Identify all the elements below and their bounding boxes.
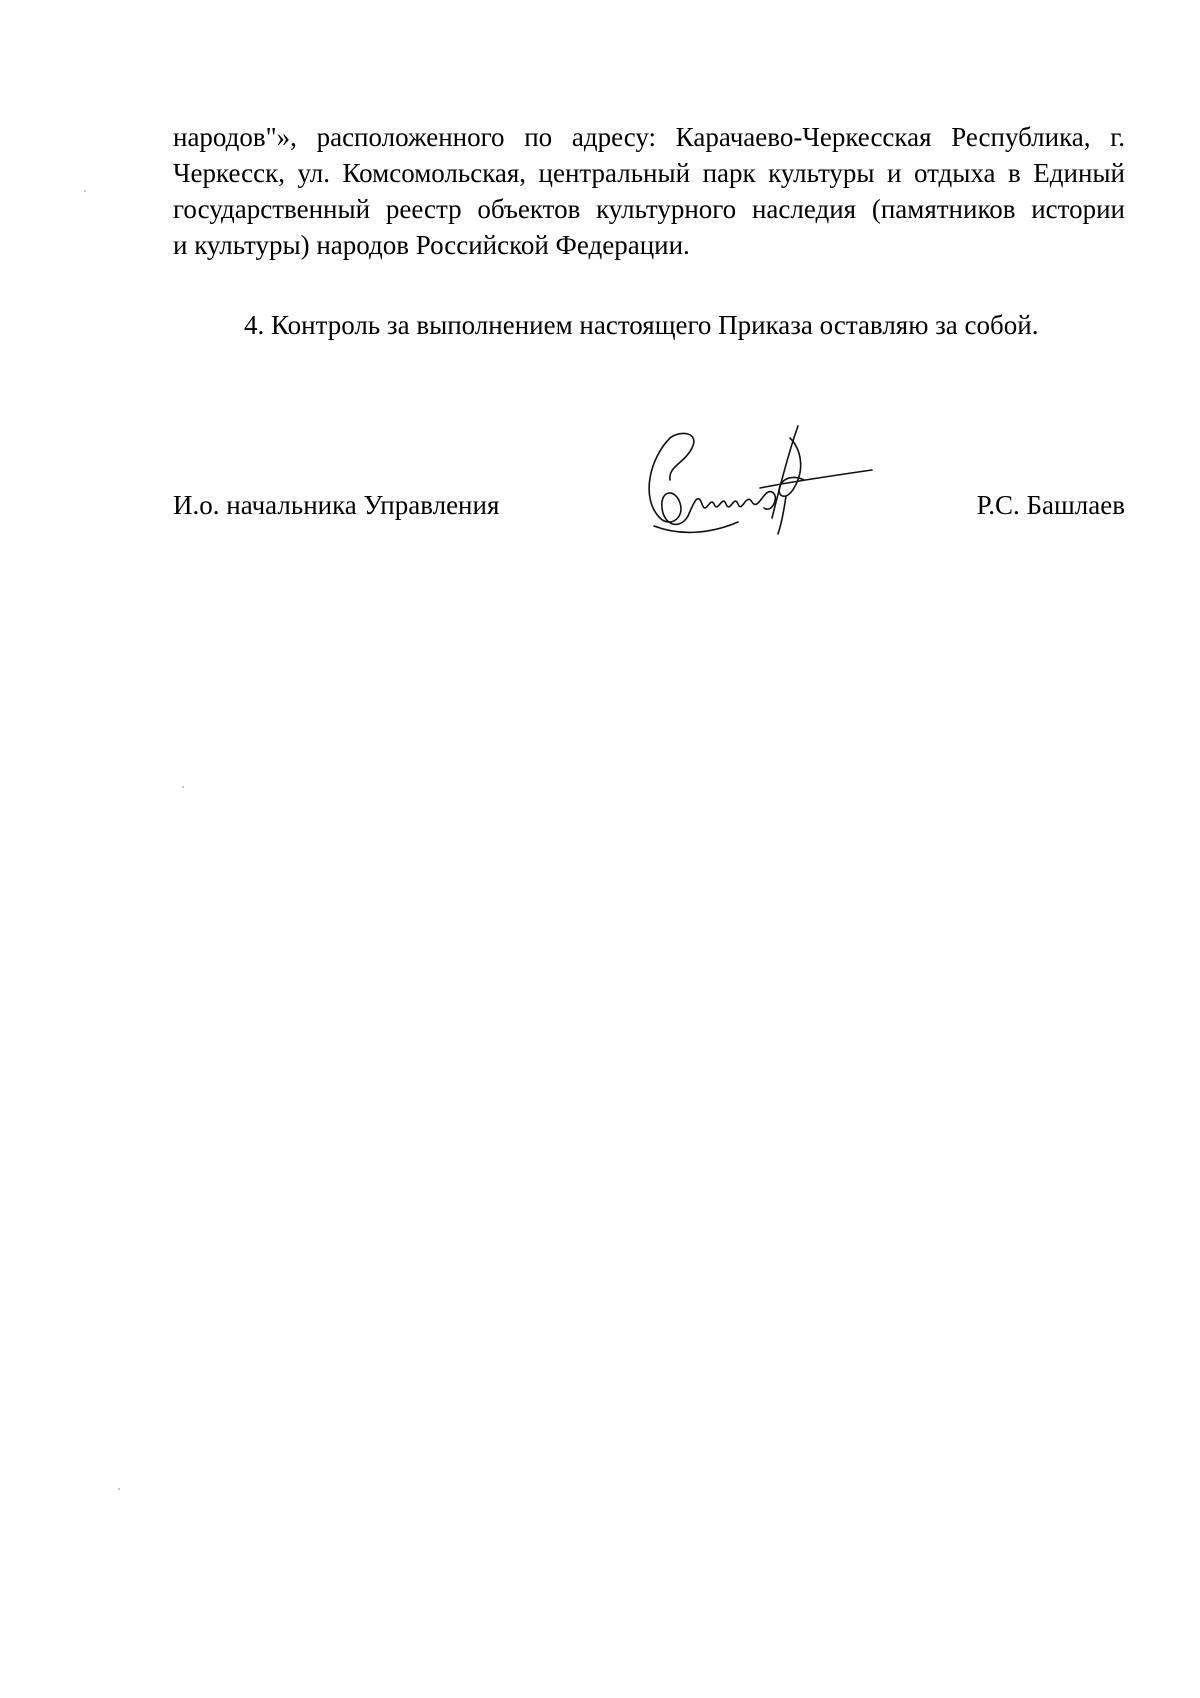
paragraph-line-2: Черкесск, ул. Комсомольская, центральный парк культуры и отдыха в Единый: [173, 158, 1125, 188]
order-item-4: 4. Контроль за выполнением настоящего Приказа оставляю за собой.: [244, 310, 1039, 340]
paragraph-line-1: народов"», расположенного по адресу: Карачаево-Черкесская Республика, г.: [173, 122, 1125, 152]
handwritten-signature: [640, 418, 880, 548]
scan-speck: [84, 190, 86, 192]
scan-speck: [182, 786, 184, 788]
position-title: И.о. начальника Управления: [173, 490, 500, 520]
paragraph-line-4: и культуры) народов Российской Федерации.: [173, 230, 690, 260]
scan-speck: [118, 1488, 120, 1490]
paragraph-line-3: государственный реестр объектов культурного наследия (памятников истории: [173, 194, 1125, 224]
signer-name: Р.С. Башлаев: [976, 490, 1125, 520]
